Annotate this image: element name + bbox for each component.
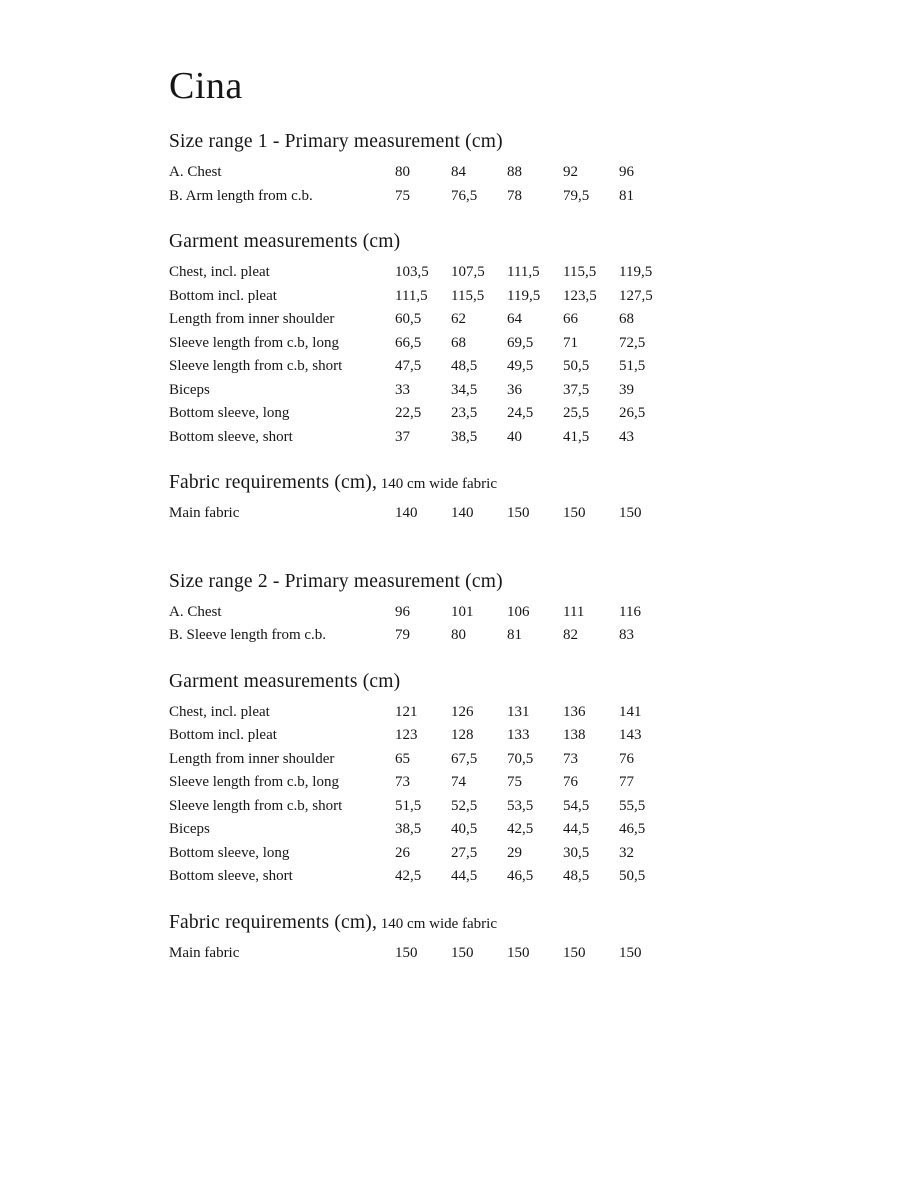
section-heading-text: Fabric requirements (cm), <box>169 911 378 933</box>
row-value: 47,5 <box>395 358 422 374</box>
row-value: 66,5 <box>395 334 422 351</box>
table-row <box>169 724 860 748</box>
row-value: 81 <box>507 627 522 643</box>
row-value: 32 <box>619 844 634 861</box>
section-heading <box>169 230 860 255</box>
row-label: Main fabric <box>169 505 240 521</box>
table-row <box>169 842 860 866</box>
row-value: 49,5 <box>507 358 534 374</box>
table-row <box>169 426 860 450</box>
row-value: 68 <box>619 311 634 327</box>
row-value: 150 <box>563 505 586 521</box>
measurement-table <box>169 601 860 648</box>
row-label: B. Sleeve length from c.b. <box>169 627 327 643</box>
row-value: 150 <box>507 505 530 521</box>
row-value: 84 <box>451 164 466 180</box>
measurement-table <box>169 701 860 889</box>
row-value: 79 <box>395 627 410 643</box>
row-value: 131 <box>507 703 530 720</box>
row-value: 70,5 <box>507 750 534 767</box>
row-value: 96 <box>395 603 410 620</box>
row-value: 92 <box>563 164 578 180</box>
row-value: 38,5 <box>451 428 478 445</box>
measurement-table <box>169 161 860 208</box>
row-value: 143 <box>619 727 642 743</box>
row-value: 80 <box>395 164 410 180</box>
row-value: 127,5 <box>619 287 653 304</box>
section-heading <box>169 471 860 496</box>
row-value: 54,5 <box>563 797 590 814</box>
table-row <box>169 795 860 819</box>
row-value: 34,5 <box>451 381 478 398</box>
row-value: 76,5 <box>451 187 478 204</box>
row-value: 29 <box>507 844 522 861</box>
row-value: 81 <box>619 187 634 204</box>
row-value: 96 <box>619 164 634 180</box>
row-value: 79,5 <box>563 187 590 204</box>
row-value: 73 <box>563 750 578 767</box>
measurement-table <box>169 502 860 526</box>
row-value: 106 <box>507 603 530 620</box>
table-row <box>169 161 860 185</box>
row-value: 103,5 <box>395 264 429 280</box>
row-value: 140 <box>451 505 474 521</box>
row-label: A. Chest <box>169 164 222 180</box>
row-label: Bottom sleeve, long <box>169 405 290 421</box>
table-row <box>169 624 860 648</box>
row-value: 116 <box>619 603 641 620</box>
row-value: 115,5 <box>451 287 485 304</box>
table-row <box>169 185 860 209</box>
row-value: 37,5 <box>563 381 590 398</box>
row-value: 121 <box>395 703 418 720</box>
measurement-table <box>169 261 860 449</box>
row-value: 119,5 <box>507 287 541 304</box>
row-label: Sleeve length from c.b, short <box>169 358 343 374</box>
row-value: 40 <box>507 428 522 445</box>
section-size-range-1-primary <box>169 130 860 208</box>
row-value: 44,5 <box>563 821 590 837</box>
row-label: Length from inner shoulder <box>169 311 335 327</box>
row-value: 128 <box>451 727 474 743</box>
row-value: 111 <box>563 603 585 620</box>
row-value: 74 <box>451 774 466 790</box>
table-row <box>169 502 860 526</box>
row-value: 68 <box>451 334 466 351</box>
row-value: 50,5 <box>563 358 590 374</box>
section-heading-text: Size range 1 - Primary measurement (cm) <box>169 131 503 152</box>
row-value: 77 <box>619 774 634 790</box>
row-value: 26 <box>395 844 410 861</box>
row-value: 65 <box>395 750 410 767</box>
row-value: 126 <box>451 703 474 720</box>
table-row <box>169 748 860 772</box>
row-value: 23,5 <box>451 405 478 421</box>
row-value: 115,5 <box>563 264 597 280</box>
section-heading <box>169 670 860 695</box>
row-value: 76 <box>563 774 578 790</box>
row-label: A. Chest <box>169 603 222 620</box>
row-label: Biceps <box>169 381 210 398</box>
row-value: 37 <box>395 428 410 445</box>
row-value: 133 <box>507 727 530 743</box>
section-garment-measurements-1 <box>169 230 860 449</box>
row-label: Bottom incl. pleat <box>169 727 277 743</box>
section-heading-note: 140 cm wide fabric <box>377 915 498 932</box>
row-value: 66 <box>563 311 578 327</box>
table-row <box>169 308 860 332</box>
table-row <box>169 865 860 889</box>
section-heading-text: Garment measurements (cm) <box>169 231 401 252</box>
table-row <box>169 261 860 285</box>
row-value: 83 <box>619 627 634 643</box>
row-value: 60,5 <box>395 311 422 327</box>
row-value: 43 <box>619 428 634 445</box>
measurement-table <box>169 942 860 966</box>
table-row <box>169 355 860 379</box>
section-fabric-requirements-2 <box>169 911 860 966</box>
row-value: 107,5 <box>451 264 485 280</box>
row-value: 150 <box>451 944 474 961</box>
row-value: 51,5 <box>619 358 646 374</box>
row-value: 150 <box>563 944 586 961</box>
row-value: 136 <box>563 703 586 720</box>
row-label: Bottom sleeve, short <box>169 868 293 884</box>
table-row <box>169 701 860 725</box>
row-value: 33 <box>395 381 410 398</box>
section-fabric-requirements-1 <box>169 471 860 526</box>
row-value: 71 <box>563 334 578 351</box>
row-value: 53,5 <box>507 797 534 814</box>
row-value: 38,5 <box>395 821 422 837</box>
row-label: Sleeve length from c.b, long <box>169 774 339 790</box>
row-label: Length from inner shoulder <box>169 750 335 767</box>
row-value: 48,5 <box>451 358 478 374</box>
row-value: 123,5 <box>563 287 597 304</box>
row-label: Biceps <box>169 821 210 837</box>
row-value: 69,5 <box>507 334 534 351</box>
row-value: 111,5 <box>395 287 428 304</box>
section-heading <box>169 130 860 155</box>
table-row <box>169 771 860 795</box>
row-value: 51,5 <box>395 797 422 814</box>
row-value: 138 <box>563 727 586 743</box>
row-value: 101 <box>451 603 474 620</box>
row-value: 40,5 <box>451 821 478 837</box>
row-label: Bottom incl. pleat <box>169 287 277 304</box>
row-value: 67,5 <box>451 750 478 767</box>
row-value: 150 <box>395 944 418 961</box>
row-value: 42,5 <box>395 868 422 884</box>
row-value: 50,5 <box>619 868 646 884</box>
row-value: 27,5 <box>451 844 478 861</box>
row-value: 119,5 <box>619 264 653 280</box>
table-row <box>169 818 860 842</box>
row-value: 24,5 <box>507 405 534 421</box>
table-row <box>169 402 860 426</box>
row-value: 72,5 <box>619 334 646 351</box>
row-label: Chest, incl. pleat <box>169 703 270 720</box>
row-value: 44,5 <box>451 868 478 884</box>
section-size-range-2-primary <box>169 570 860 648</box>
row-value: 123 <box>395 727 418 743</box>
row-value: 26,5 <box>619 405 646 421</box>
row-value: 150 <box>507 944 530 961</box>
row-value: 150 <box>619 505 642 521</box>
row-value: 82 <box>563 627 578 643</box>
row-value: 52,5 <box>451 797 478 814</box>
section-heading-text: Fabric requirements (cm), <box>169 472 378 493</box>
row-value: 62 <box>451 311 466 327</box>
row-value: 41,5 <box>563 428 590 445</box>
row-value: 88 <box>507 164 522 180</box>
row-value: 75 <box>507 774 522 790</box>
table-row <box>169 601 860 625</box>
row-value: 22,5 <box>395 405 422 421</box>
table-row <box>169 379 860 403</box>
row-value: 73 <box>395 774 410 790</box>
row-value: 78 <box>507 187 522 204</box>
section-garment-measurements-2 <box>169 670 860 889</box>
row-value: 150 <box>619 944 642 961</box>
section-heading <box>169 911 860 936</box>
section-heading-note: 140 cm wide fabric <box>377 476 498 492</box>
row-value: 75 <box>395 187 410 204</box>
row-value: 55,5 <box>619 797 646 814</box>
row-label: Sleeve length from c.b, short <box>169 797 343 814</box>
row-label: B. Arm length from c.b. <box>169 187 313 204</box>
row-label: Chest, incl. pleat <box>169 264 270 280</box>
row-value: 46,5 <box>619 821 646 837</box>
section-heading-text: Garment measurements (cm) <box>169 670 401 692</box>
row-value: 30,5 <box>563 844 590 861</box>
section-heading <box>169 570 860 595</box>
row-label: Sleeve length from c.b, long <box>169 334 339 351</box>
table-row <box>169 332 860 356</box>
row-value: 48,5 <box>563 868 590 884</box>
table-row <box>169 285 860 309</box>
section-heading-text: Size range 2 - Primary measurement (cm) <box>169 570 503 592</box>
row-value: 39 <box>619 381 634 398</box>
row-label: Main fabric <box>169 944 240 961</box>
row-value: 76 <box>619 750 634 767</box>
row-value: 140 <box>395 505 418 521</box>
row-value: 80 <box>451 627 466 643</box>
row-value: 46,5 <box>507 868 534 884</box>
row-value: 141 <box>619 703 642 720</box>
page-title: Cina <box>169 65 243 107</box>
row-label: Bottom sleeve, short <box>169 428 293 445</box>
table-row <box>169 942 860 966</box>
row-value: 111,5 <box>507 264 540 280</box>
row-value: 64 <box>507 311 522 327</box>
row-value: 42,5 <box>507 821 534 837</box>
row-value: 25,5 <box>563 405 590 421</box>
row-value: 36 <box>507 381 522 398</box>
row-label: Bottom sleeve, long <box>169 844 290 861</box>
